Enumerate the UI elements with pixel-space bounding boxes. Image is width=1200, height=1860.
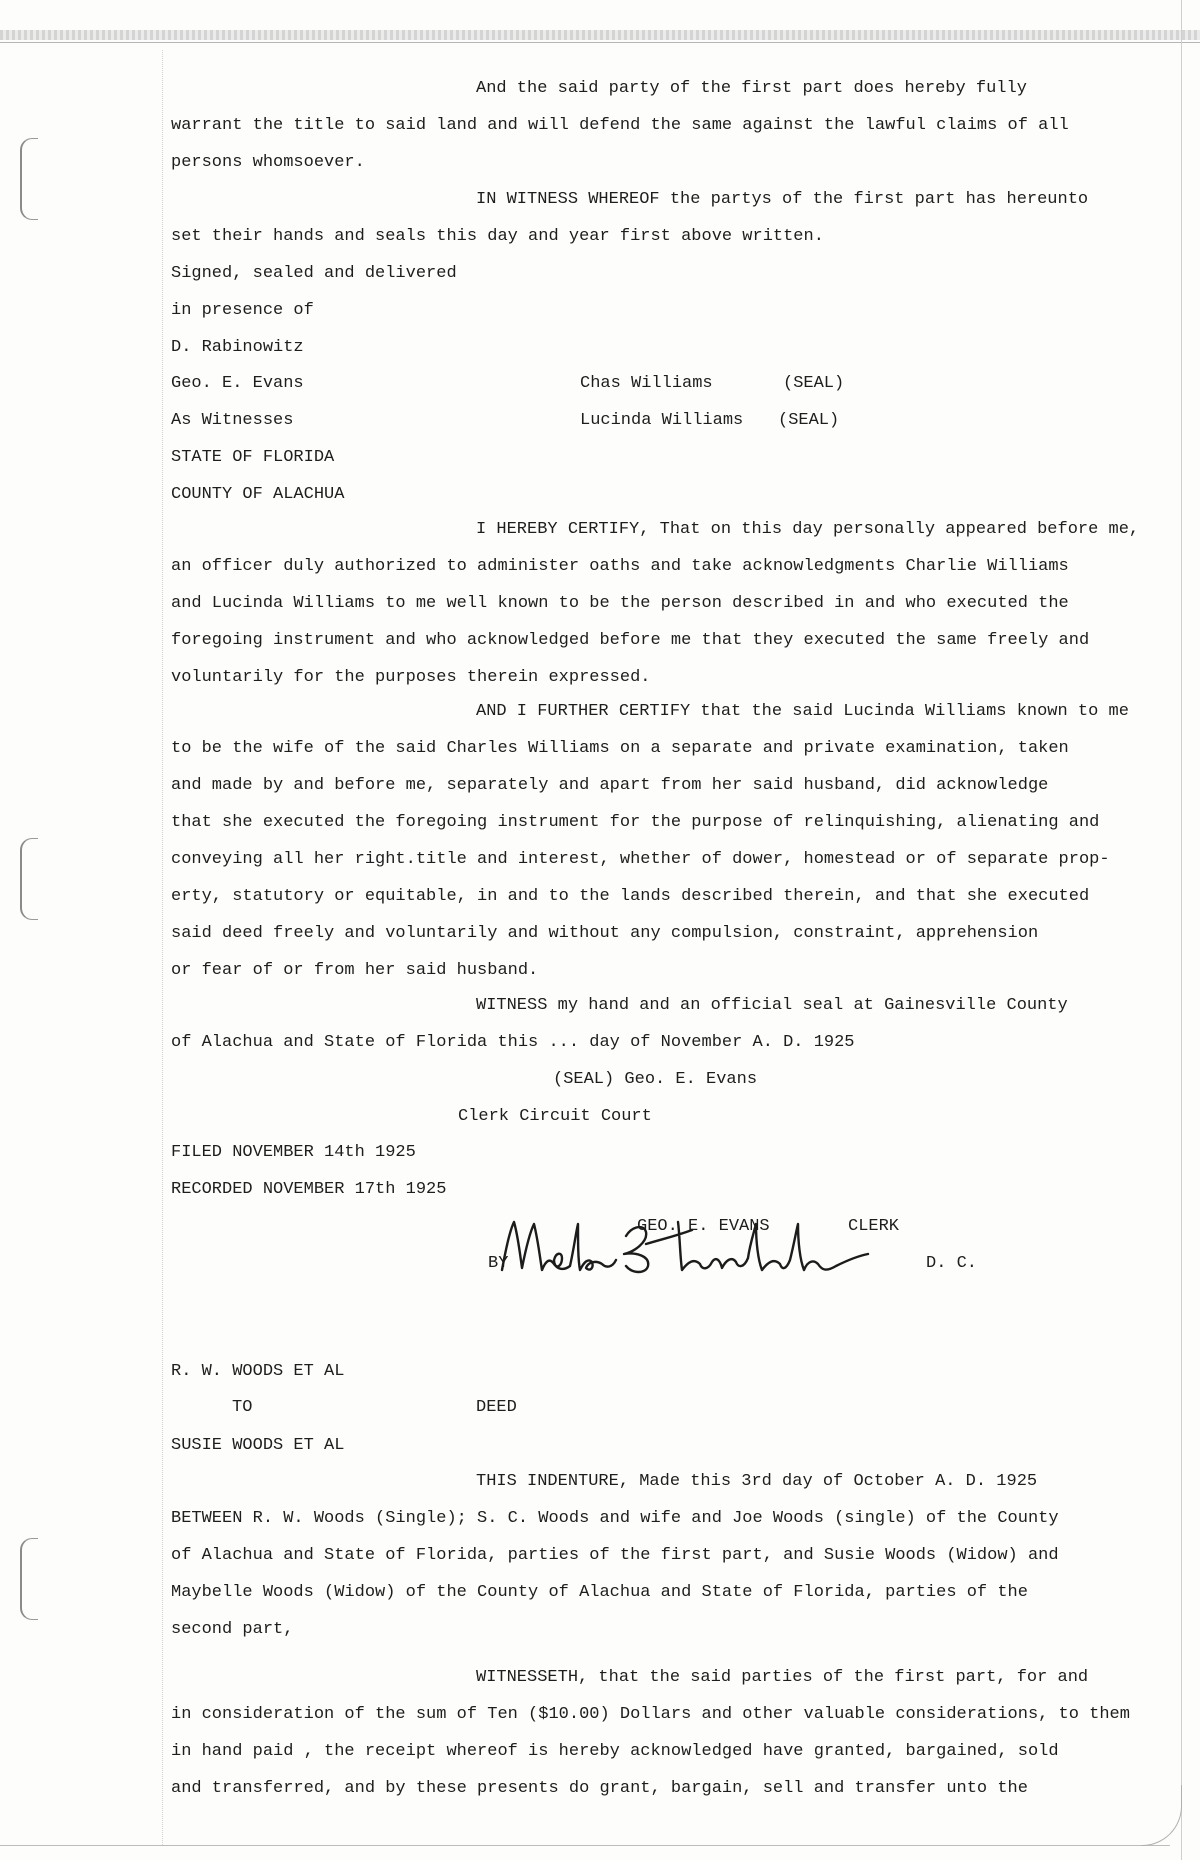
seal-mark: (SEAL) xyxy=(783,374,845,393)
text-line: of Alachua and State of Florida this ... day of November A. D. 1925 xyxy=(171,1033,855,1052)
deed-heading: DEED xyxy=(476,1398,517,1417)
text-line: of Alachua and State of Florida, parties of the first part, and Susie Woods (Widow) and xyxy=(171,1546,1059,1565)
text-line: THIS INDENTURE, Made this 3rd day of October A. D. 1925 xyxy=(476,1472,1038,1491)
text-line: BETWEEN R. W. Woods (Single); S. C. Woods and wife and Joe Woods (single) of the County xyxy=(171,1509,1059,1528)
text-line: I HEREBY CERTIFY, That on this day personally appeared before me, xyxy=(476,520,1140,539)
recorded-date: RECORDED NOVEMBER 17th 1925 xyxy=(171,1180,447,1199)
grantor-signature: Lucinda Williams xyxy=(580,411,744,430)
filed-date: FILED NOVEMBER 14th 1925 xyxy=(171,1143,416,1162)
text-line: conveying all her right.title and interest, whether of dower, homestead or of separate prop- xyxy=(171,850,1110,869)
text-line: and transferred, and by these presents do grant, bargain, sell and transfer unto the xyxy=(171,1779,1028,1798)
text-line: warrant the title to said land and will defend the same against the lawful claims of all xyxy=(171,116,1069,135)
witness-label: As Witnesses xyxy=(171,411,294,430)
grantor-signature: Chas Williams xyxy=(580,374,713,393)
text-line: Signed, sealed and delivered xyxy=(171,264,457,283)
text-line: and Lucinda Williams to me well known to be the person described in and who executed the xyxy=(171,594,1069,613)
binder-ring-bottom xyxy=(20,1538,38,1620)
witness-name: Geo. E. Evans xyxy=(171,374,304,393)
text-line: Maybelle Woods (Widow) of the County of Alachua and State of Florida, parties of the xyxy=(171,1583,1028,1602)
page-bottom-edge xyxy=(0,1845,1170,1846)
text-line: in hand paid , the receipt whereof is hereby acknowledged have granted, bargained, sold xyxy=(171,1742,1059,1761)
text-line: persons whomsoever. xyxy=(171,153,365,172)
by-label: BY xyxy=(488,1254,509,1273)
text-line: voluntarily for the purposes therein expressed. xyxy=(171,668,651,687)
text-line: second part, xyxy=(171,1620,294,1639)
text-line: to be the wife of the said Charles Williams on a separate and private examination, taken xyxy=(171,739,1069,758)
clerk-label: CLERK xyxy=(848,1217,900,1236)
venue-county: COUNTY OF ALACHUA xyxy=(171,485,345,504)
text-line: said deed freely and voluntarily and without any compulsion, constraint, apprehension xyxy=(171,924,1039,943)
left-margin-rule xyxy=(162,50,163,1845)
page-top-rule xyxy=(0,42,1200,43)
grantee-heading: SUSIE WOODS ET AL xyxy=(171,1436,345,1455)
text-line: And the said party of the first part does hereby fully xyxy=(476,79,1027,98)
binder-ring-middle xyxy=(20,838,38,920)
text-line: or fear of or from her said husband. xyxy=(171,961,539,980)
text-line: in consideration of the sum of Ten ($10.00) Dollars and other valuable considerations, to them xyxy=(171,1705,1130,1724)
text-line: in presence of xyxy=(171,301,314,320)
page-right-edge xyxy=(1181,0,1182,1860)
text-line: AND I FURTHER CERTIFY that the said Lucinda Williams known to me xyxy=(476,702,1129,721)
text-line: foregoing instrument and who acknowledged before me that they executed the same freely and xyxy=(171,631,1090,650)
to-heading: TO xyxy=(232,1398,253,1417)
clerk-title: Clerk Circuit Court xyxy=(458,1107,652,1126)
text-line: and made by and before me, separately and apart from her said husband, did acknowledge xyxy=(171,776,1049,795)
deputy-clerk-handwritten-signature xyxy=(496,1208,876,1298)
deputy-clerk-label: D. C. xyxy=(926,1254,978,1273)
text-line: an officer duly authorized to administer oaths and take acknowledgments Charlie Williams xyxy=(171,557,1069,576)
text-line: IN WITNESS WHEREOF the partys of the first part has hereunto xyxy=(476,190,1089,209)
text-line: WITNESSETH, that the said parties of the first part, for and xyxy=(476,1668,1089,1687)
text-line: erty, statutory or equitable, in and to the lands described therein, and that she executed xyxy=(171,887,1090,906)
text-line: that she executed the foregoing instrument for the purpose of relinquishing, alienating and xyxy=(171,813,1100,832)
grantor-heading: R. W. WOODS ET AL xyxy=(171,1362,345,1381)
venue-state: STATE OF FLORIDA xyxy=(171,448,335,467)
text-line: WITNESS my hand and an official seal at Gainesville County xyxy=(476,996,1068,1015)
page-corner-curl xyxy=(1141,1785,1182,1846)
witness-name: D. Rabinowitz xyxy=(171,338,304,357)
binder-ring-top xyxy=(20,138,38,220)
clerk-signature: (SEAL) Geo. E. Evans xyxy=(553,1070,758,1089)
text-line: set their hands and seals this day and year first above written. xyxy=(171,227,824,246)
clerk-name: GEO. E. EVANS xyxy=(637,1217,770,1236)
page-top-edge xyxy=(0,30,1200,40)
seal-mark: (SEAL) xyxy=(778,411,840,430)
